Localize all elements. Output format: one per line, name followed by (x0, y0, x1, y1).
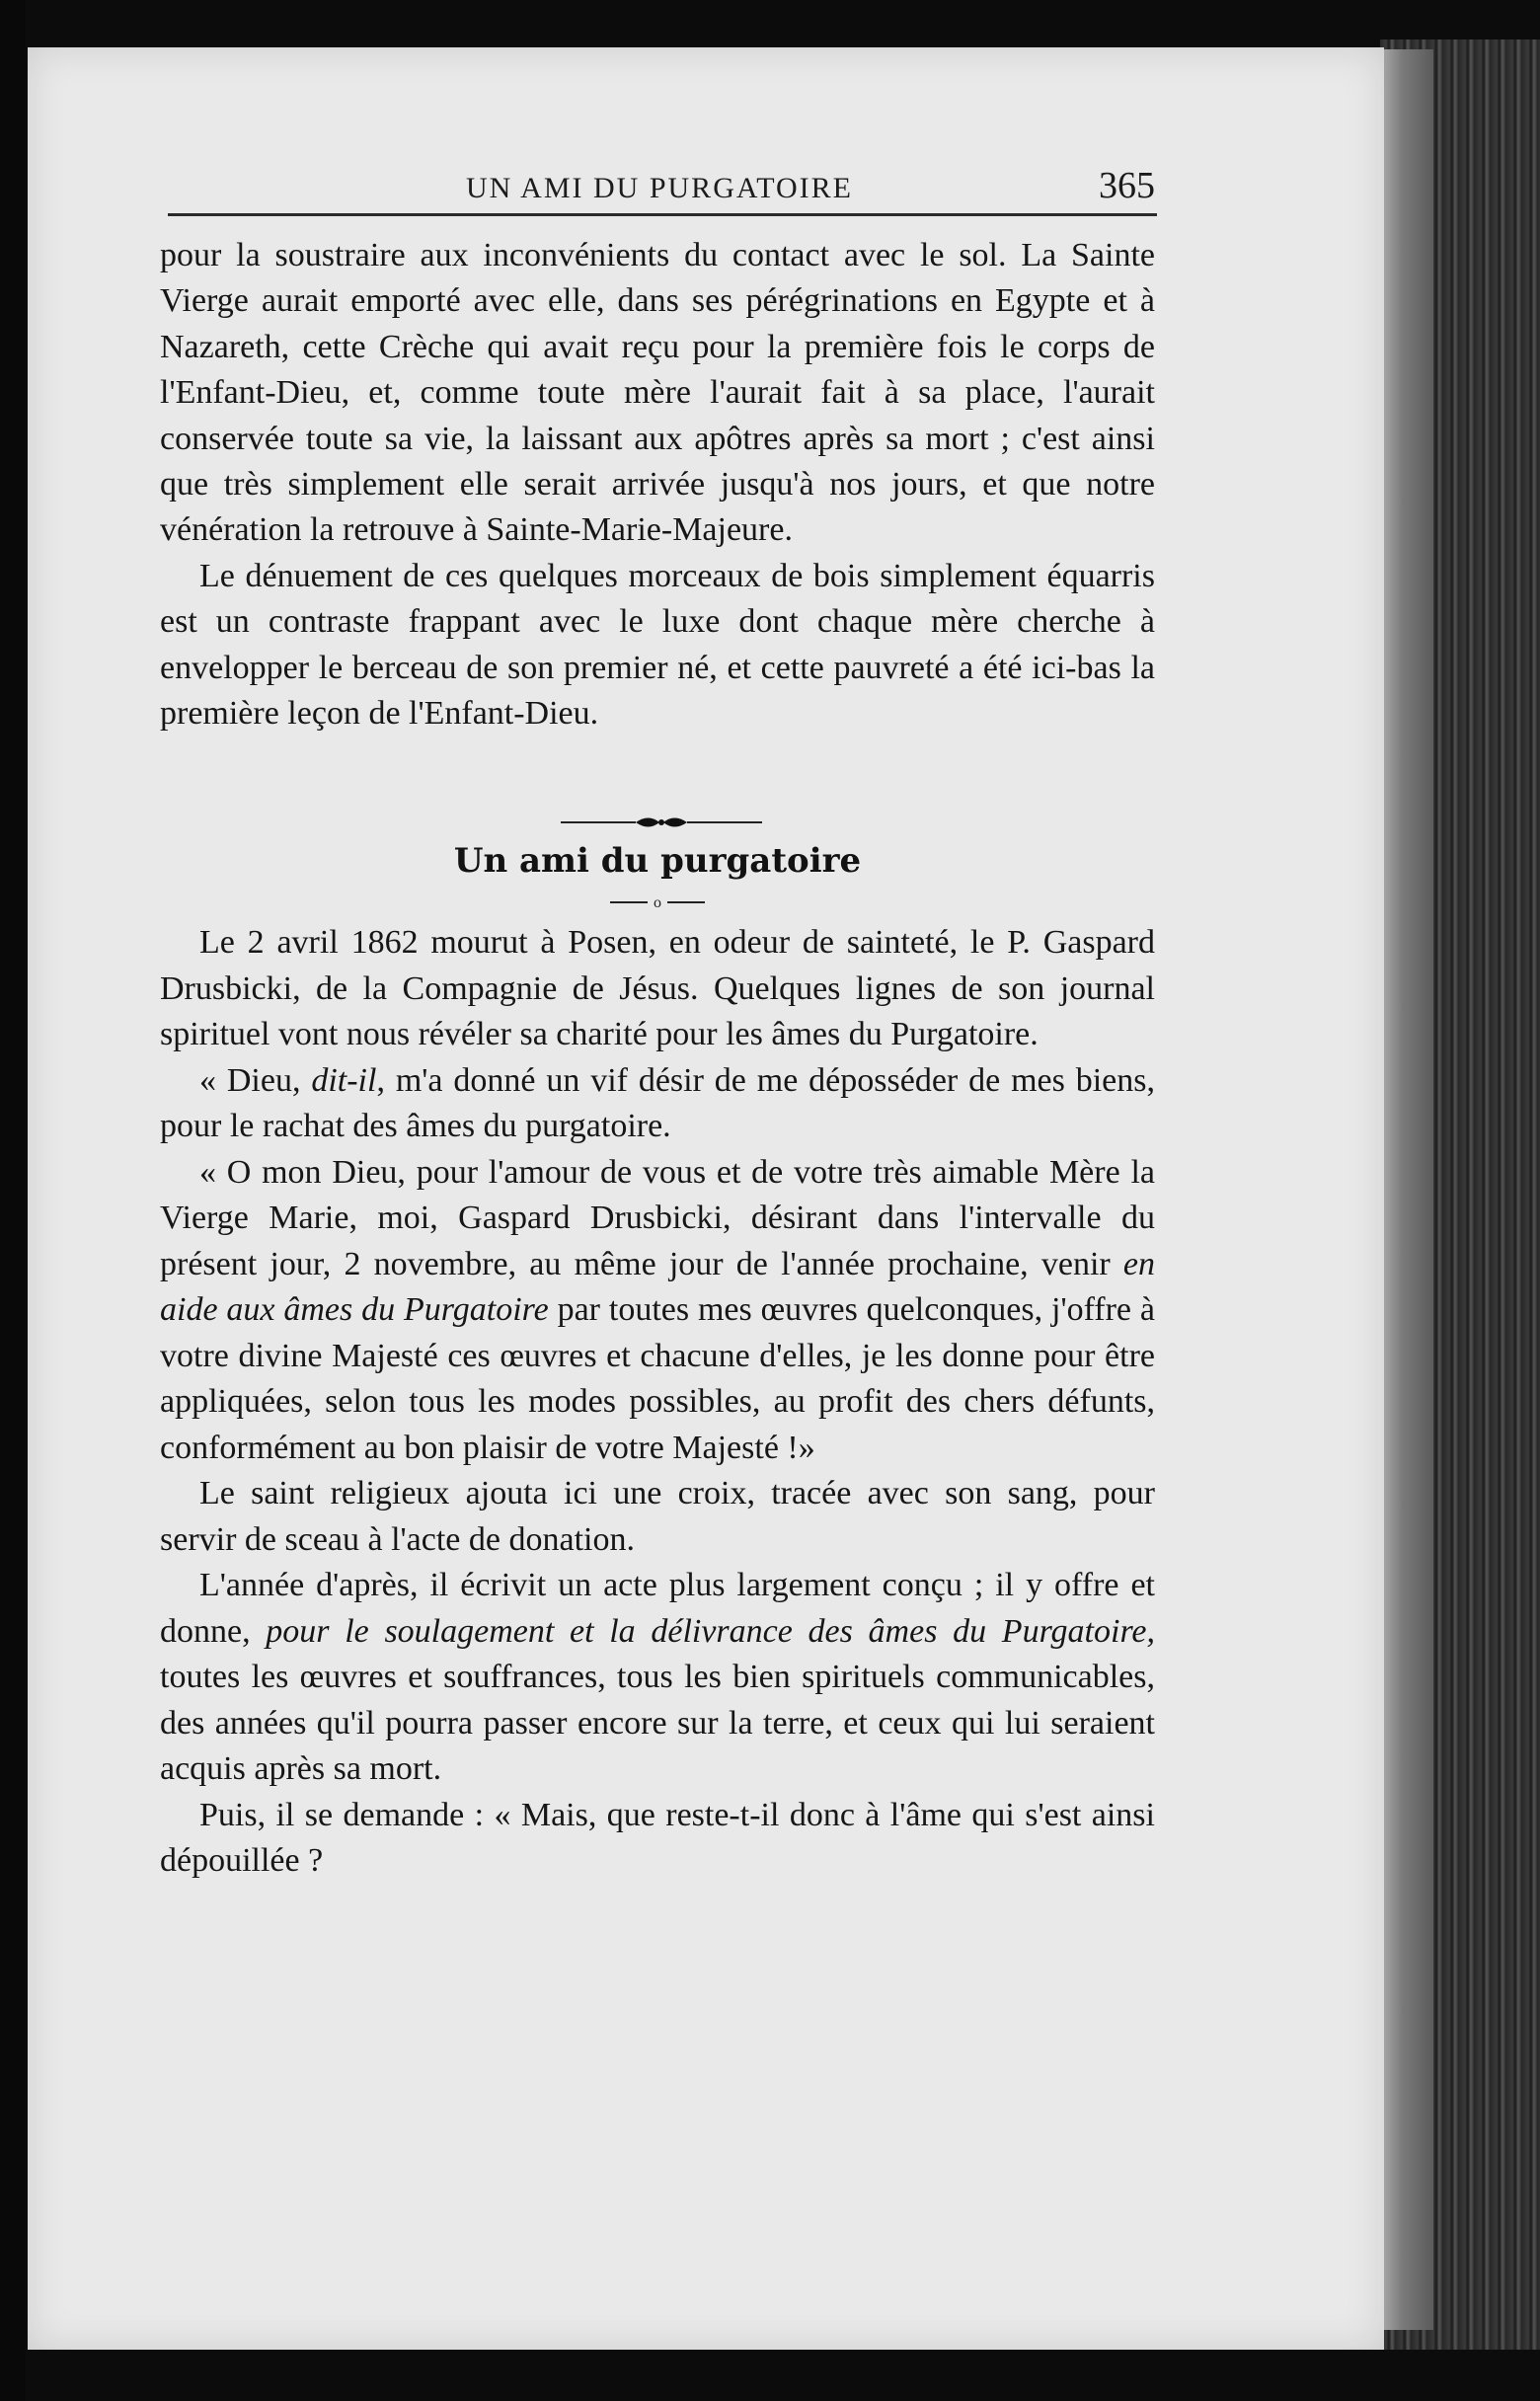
italic-run: en aide aux âmes du Purgatoire (160, 1245, 1155, 1328)
continued-text (160, 233, 1155, 736)
paragraph: Le 2 avril 1862 mourut à Posen, en odeur de sainteté, le P. Gaspard Drusbicki, de la Compagnie de Jésus. Quelques lignes de son journal spirituel vont nous révéler sa charité pour les âmes du Purgatoire. (160, 924, 1155, 1052)
scan-left-border (0, 0, 26, 2401)
section-text (160, 920, 1155, 1885)
paragraph: Puis, il se demande : « Mais, que reste-t-il donc à l'âme qui s'est ainsi dépouillée ? (160, 1796, 1155, 1879)
running-header (170, 160, 1155, 215)
page-number: 365 (1099, 165, 1155, 206)
text-run: « Dieu, (199, 1061, 312, 1099)
header-rule (168, 213, 1157, 216)
text-run: par toutes mes œuvres quelconques, j'offre à votre divine Majesté ces œuvres et chacune d'elles, je les donne pour être appliquées, selon tous les modes possibles, au profit des chers défunts, conformément au bon plaisir de votre Majesté !» (160, 1291, 1155, 1466)
paragraph (160, 1563, 1155, 1793)
ornament-divider (553, 808, 770, 837)
paragraph: Le saint religieux ajouta ici une croix, tracée avec son sang, pour servir de sceau à l'acte de donation. (160, 1475, 1155, 1558)
page-edge-shadow (1382, 49, 1433, 2330)
italic-run: dit-il (311, 1061, 377, 1099)
paragraph: pour la soustraire aux inconvénients du contact avec le sol. La Sainte Vierge aurait emporté avec elle, dans ses pérégrinations en Egypte et à Nazareth, cette Crèche qui avait reçu pour la première fois le corps de l'Enfant-Dieu, et, comme toute mère l'aurait fait à sa place, l'aurait conservée toute sa vie, la laissant aux apôtres après sa mort ; c'est ainsi que très simplement elle serait arrivée jusqu'à nos jours, et que notre vénération la retrouve à Sainte-Marie-Majeure. (160, 237, 1155, 549)
paragraph: Le dénuement de ces quelques morceaux de bois simplement équarris est un contraste frappant avec le luxe dont chaque mère cherche à envelopper le berceau de son premier né, et cette pauvreté a été ici-bas la première leçon de l'Enfant-Dieu. (160, 557, 1155, 733)
small-circle-divider (610, 891, 705, 914)
circle-mark: o (654, 894, 661, 911)
text-run: , m'a donné un vif désir de me déposséder de mes biens, pour le rachat des âmes du purgatoire. (160, 1061, 1155, 1144)
text-run: L'année d'après, il écrivit un acte plus largement conçu ; il y offre et donne, (160, 1567, 1155, 1650)
italic-run: pour le soulagement et la délivrance des âmes du Purgatoire, (266, 1612, 1156, 1650)
text-run: toutes les œuvres et souffrances, tous les bien spirituels communicables, des années qu'il pourra passer encore sur la terre, et ceux qui lui seraient acquis après sa mort. (160, 1659, 1155, 1787)
paragraph (160, 1058, 1155, 1150)
paragraph (160, 1150, 1155, 1472)
running-title: UN AMI DU PURGATOIRE (466, 172, 853, 204)
section-title: Un ami du purgatoire (453, 841, 862, 881)
text-run: « O mon Dieu, pour l'amour de vous et de votre très aimable Mère la Vierge Marie, moi, Gaspard Drusbicki, désirant dans l'intervalle du présent jour, 2 novembre, au même jour de l'année prochaine, venir (160, 1153, 1155, 1282)
